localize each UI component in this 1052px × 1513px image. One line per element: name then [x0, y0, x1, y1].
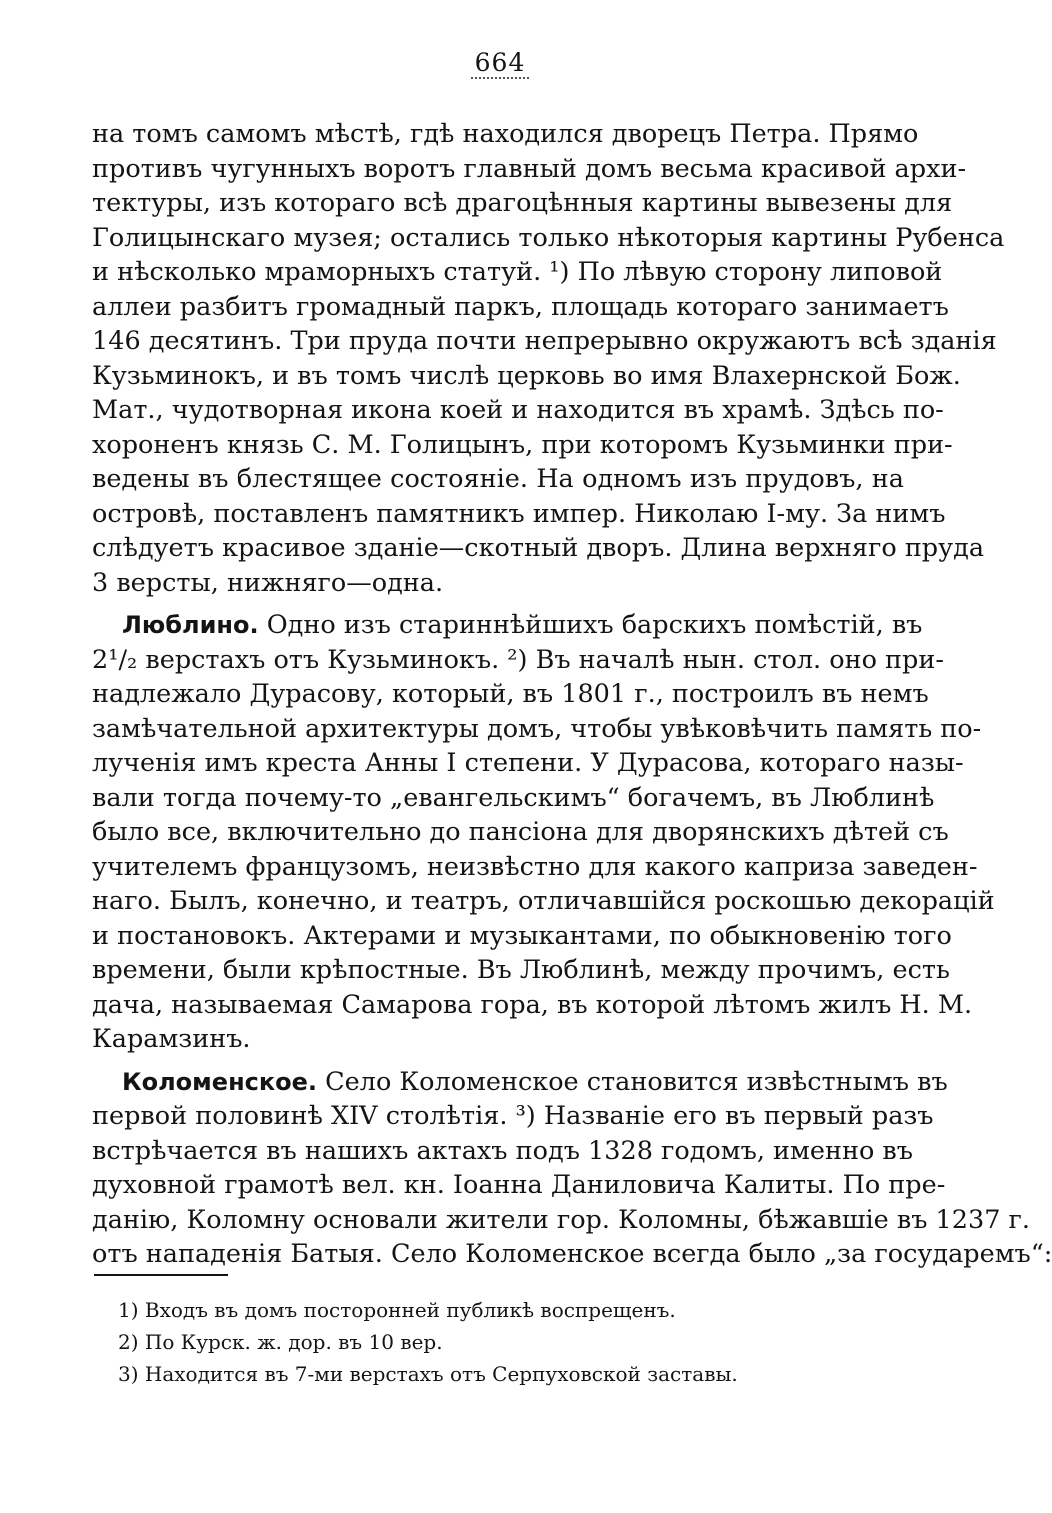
footnote-2: 2) По Курск. ж. дор. въ 10 вер.	[118, 1330, 443, 1354]
footnote-separator	[94, 1274, 228, 1276]
text-line: наго. Былъ, конечно, и театръ, отличавшійся роскошью декорацій	[92, 886, 995, 916]
text-line: слѣдуетъ красивое зданіе—скотный дворъ. Длина верхняго пруда	[92, 533, 985, 563]
text-line-with-heading	[92, 1065, 948, 1100]
text-line: аллеи разбитъ громадный паркъ, площадь котораго занимаетъ	[92, 291, 949, 322]
page-number: 664	[0, 48, 1000, 77]
text-line: замѣчательной архитектуры домъ, чтобы увѣковѣчить память по-	[92, 713, 982, 744]
text-line: Карамзинъ.	[92, 1024, 251, 1054]
text-line: хороненъ князь С. М. Голицынъ, при которомъ Кузьминки при-	[92, 429, 953, 460]
text-line: Село Коломенское становится извѣстнымъ въ	[325, 1066, 948, 1097]
text-line: тектуры, изъ котораго всѣ драгоцѣнныя картины вывезены для	[92, 188, 953, 218]
text-line: дача, называемая Самарова гора, въ которой лѣтомъ жилъ Н. М.	[92, 989, 973, 1020]
section-heading-kolomenskoe: Коломенское.	[122, 1067, 318, 1096]
paragraph-kuzminki	[92, 117, 1005, 600]
text-line: встрѣчается въ нашихъ актахъ подъ 1328 годомъ, именно въ	[92, 1135, 914, 1166]
text-line: учителемъ французомъ, неизвѣстно для какого каприза заведен-	[92, 851, 978, 882]
text-line: и постановокъ. Актерами и музыкантами, по обыкновенію того	[92, 920, 952, 951]
text-line: 3 версты, нижняго—одна.	[92, 567, 444, 598]
text-line: данію, Коломну основали жители гор. Коломны, бѣжавшіе въ 1237 г.	[92, 1204, 1031, 1235]
text-line: ведены въ блестящее состояніе. На одномъ изъ прудовъ, на	[92, 464, 904, 494]
footnotes	[118, 1294, 878, 1390]
text-line: Одно изъ стариннѣйшихъ барскихъ помѣстій, въ	[266, 610, 923, 640]
text-line: островѣ, поставленъ памятникъ импер. Николаю I-му. За нимъ	[92, 498, 946, 529]
text-line: духовной грамотѣ вел. кн. Іоанна Даниловича Калиты. По пре-	[92, 1170, 946, 1200]
text-line: Голицынскаго музея; остались только нѣкоторыя картины Рубенса	[92, 222, 1005, 253]
text-line: первой половинѣ XIV столѣтія. ³) Названіе его въ первый разъ	[92, 1101, 934, 1131]
text-line: было все, включительно до пансіона для дворянскихъ дѣтей съ	[92, 817, 949, 847]
text-line: противъ чугунныхъ воротъ главный домъ весьма красивой архи-	[92, 153, 967, 184]
footnote-1: 1) Входъ въ домъ посторонней публикѣ воспрещенъ.	[118, 1298, 676, 1322]
footnote-3: 3) Находится въ 7-ми верстахъ отъ Серпуховской заставы.	[118, 1362, 738, 1386]
text-line: на томъ самомъ мѣстѣ, гдѣ находился дворецъ Петра. Прямо	[92, 119, 919, 149]
text-line: 2¹/₂ верстахъ отъ Кузьминокъ. ²) Въ началѣ нын. стол. оно при-	[92, 644, 944, 675]
text-line: вали тогда почему-то „евангельскимъ“ богачемъ, въ Люблинѣ	[92, 782, 935, 813]
text-line: отъ нападенія Батыя. Село Коломенское всегда было „за государемъ“:	[92, 1239, 1052, 1269]
text-line: Кузьминокъ, и въ томъ числѣ церковь во имя Влахернской Бож.	[92, 360, 961, 391]
paragraph-lyublino	[92, 608, 995, 1057]
text-line-with-heading	[92, 608, 923, 643]
paragraph-kolomenskoe	[92, 1065, 1052, 1272]
text-line: и нѣсколько мраморныхъ статуй. ¹) По лѣвую сторону липовой	[92, 257, 943, 287]
body-text	[92, 117, 1052, 1272]
text-line: Мат., чудотворная икона коей и находится въ храмѣ. Здѣсь по-	[92, 395, 944, 425]
text-line: времени, были крѣпостные. Въ Люблинѣ, между прочимъ, есть	[92, 955, 950, 985]
text-line: надлежало Дурасову, который, въ 1801 г., построилъ въ немъ	[92, 679, 929, 709]
section-heading-lyublino: Люблино.	[122, 611, 259, 639]
text-line: лученія имъ креста Анны I степени. У Дурасова, котораго назы-	[92, 748, 964, 778]
text-line: 146 десятинъ. Три пруда почти непрерывно окружаютъ всѣ зданія	[92, 326, 997, 356]
